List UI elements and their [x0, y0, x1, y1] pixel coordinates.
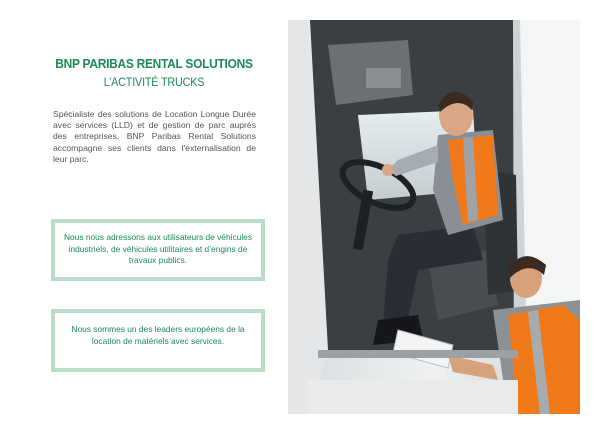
page-subtitle: L’ACTIVITÉ TRUCKS [103, 75, 205, 89]
info-box-leaders [51, 309, 265, 372]
truck-drivers-photo [288, 20, 580, 414]
info-box-users [51, 219, 265, 281]
photo-illustration [288, 20, 580, 414]
intro-paragraph: Spécialiste des solutions de Location Longue Durée avec services (LLD) et de gestion de parc auprès des entreprises, BNP Paribas Rental Solutions accompagne ses clients dans l’externalisation de leur parc. [53, 109, 256, 164]
info-box-leaders-text: Nous sommes un des leaders européens de la location de matériels avec services. [71, 324, 245, 346]
brochure-page [20, 20, 580, 414]
info-box-users-text: Nous nous adressons aux utilisateurs de véhicules industriels, de véhicules utilitaires et d’engins de travaux publics. [63, 232, 253, 265]
text-column [20, 20, 288, 414]
page-title: BNP PARIBAS RENTAL SOLUTIONS [55, 56, 253, 71]
